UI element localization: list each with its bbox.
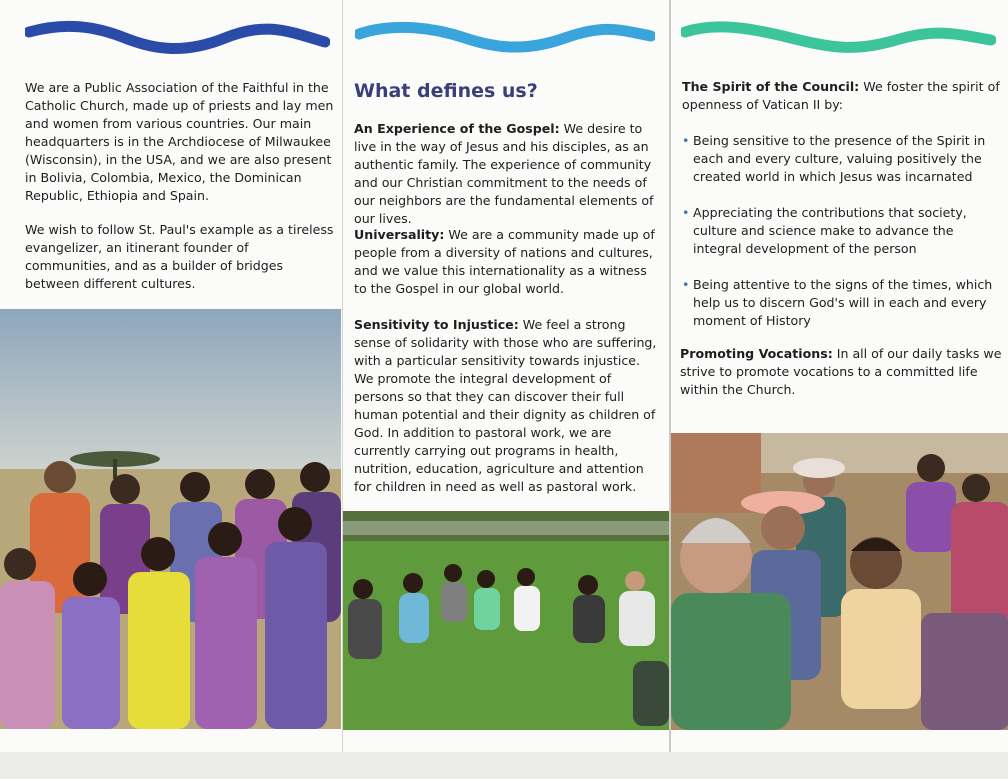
green-brush-stroke [681, 20, 996, 56]
section-injustice-text: We feel a strong sense of solidarity with those who are suffering, with a particular sensitivity towards injustice. We promote the integral development of persons so that they can discover their full human potential and their dignity as children of God. In addition to pastoral work, we are currently carrying out programs in health, nutrition, education, agriculture and attention for children in need as well as pastoral work. [354, 317, 657, 494]
intro-paragraph: We are a Public Association of the Faithful in the Catholic Church, made up of priests and lay men and women from various countries. Our main headquarters is in the Archdiocese of Milwaukee (Wisconsin), in the USA, and we are also present in Bolivia, Colombia, Mexico, the Dominican Republic, Ethiopia and Spain. [25, 80, 334, 203]
vocations-text: In all of our daily tasks we strive to promote vocations to a committed life within the Church. [680, 346, 1002, 397]
council-title: The Spirit of the Council: [682, 79, 860, 94]
section-gospel [354, 120, 660, 228]
list-item: • Being sensitive to the presence of the Spirit in each and every culture, valuing positively the created world in which Jesus was incarnated [682, 133, 986, 184]
section-universality-text: We are a community made up of people from a diversity of nations and cultures, and we value this internationality as a witness to the Gospel in our global world. [354, 227, 655, 296]
panel-left [0, 0, 342, 752]
vocations-title: Promoting Vocations: [680, 346, 833, 361]
list-item: • Appreciating the contributions that society, culture and science make to advance the integral development of the person [682, 205, 967, 256]
panel-right [669, 0, 1008, 752]
light-blue-brush-stroke [355, 20, 655, 56]
section-universality [354, 226, 660, 298]
photo-children-group [0, 309, 341, 729]
section-injustice-title: Sensitivity to Injustice: [354, 317, 519, 332]
photo-circle-on-grass [343, 511, 669, 730]
vocations-paragraph [680, 345, 1002, 399]
section-gospel-title: An Experience of the Gospel: [354, 121, 560, 136]
bullet-dot-icon: • [682, 133, 690, 148]
mission-paragraph: We wish to follow St. Paul's example as a tireless evangelizer, an itinerant founder of communities, and as a builder of bridges between different cultures. [25, 222, 334, 291]
section-gospel-text: We desire to live in the way of Jesus and his disciples, as an authentic family. The experience of community and our Christian commitment to the needs of our neighbors are the fundamental elements of our lives. [354, 121, 654, 226]
panel-middle [342, 0, 669, 752]
section-heading: What defines us? [354, 80, 538, 102]
council-text: We foster the spirit of openness of Vatican II by: [682, 79, 1000, 112]
section-injustice [354, 316, 660, 496]
page-bottom-margin [0, 752, 1008, 779]
list-item: • Being attentive to the signs of the times, which help us to discern God's will in each and every moment of History [682, 277, 993, 328]
bullet-dot-icon: • [682, 205, 690, 220]
section-universality-title: Universality: [354, 227, 445, 242]
blue-brush-stroke [25, 20, 330, 56]
council-intro [682, 78, 1002, 114]
photo-women-and-child [671, 433, 1008, 730]
bullet-dot-icon: • [682, 277, 690, 292]
council-bullet-list [682, 132, 1002, 348]
